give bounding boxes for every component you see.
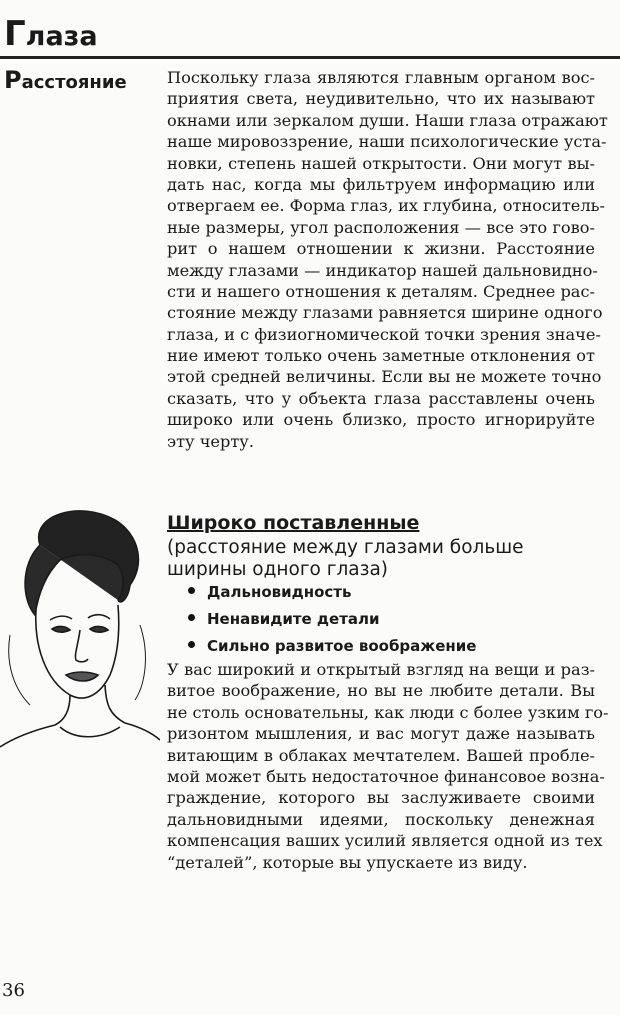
- trait-item: Сильно развитое воображение: [188, 637, 476, 664]
- trait-item: Дальновидность: [188, 583, 476, 610]
- section-heading: [4, 66, 127, 94]
- text-line: широко или очень близко, просто игнорируйте: [167, 410, 595, 430]
- text-line: приятия света, неудивительно, что их называют: [167, 89, 595, 109]
- title-rule: [0, 56, 620, 59]
- text-line: между глазами — индикатор нашей дальновидно-: [167, 260, 598, 280]
- text-line: наше мировоззрение, наши психологические уста-: [167, 132, 607, 152]
- text-line: ризонтом мышления, и вас могут даже называть: [167, 724, 595, 744]
- text-line: стояние между глазами равняется ширине одного: [167, 303, 603, 323]
- page-title: [4, 14, 98, 54]
- subsection-subtitle: [167, 537, 524, 581]
- intro-paragraph: [167, 67, 608, 452]
- text-line: дальновидными идеями, поскольку денежная: [167, 809, 595, 829]
- subsection-heading: Широко поставленные: [167, 512, 420, 534]
- subsection-paragraph: [167, 659, 609, 873]
- page-title-rest: лаза: [25, 21, 98, 52]
- page-title-initial: Г: [4, 14, 26, 54]
- text-line: глаза, и с физиогномической точки зрения значе-: [167, 324, 601, 344]
- text-line: витающим в облаках мечтателем. Вашей пробле-: [167, 745, 595, 765]
- text-line: этой средней величины. Если вы не можете точно: [167, 367, 602, 387]
- text-line: сти и нашего отношения к деталям. Среднее рас-: [167, 281, 595, 301]
- trait-list: [188, 583, 476, 664]
- text-line: дать нас, когда мы фильтруем информацию или: [167, 174, 595, 194]
- text-line: рит о нашем отношении к жизни. Расстояние: [167, 239, 595, 259]
- subtitle-line: (расстояние между глазами больше: [167, 537, 524, 558]
- text-line: не столь основательны, как люди с более узким го-: [167, 702, 609, 722]
- trait-item: Ненавидите детали: [188, 610, 476, 637]
- text-line: мой может быть недостаточное финансовое возна-: [167, 766, 605, 786]
- text-line: У вас широкий и открытый взгляд на вещи и раз-: [167, 660, 595, 679]
- text-line: витое воображение, но вы не любите детали. Вы: [167, 681, 595, 701]
- text-line: отвергаем ее. Форма глаз, их глубина, относитель-: [167, 196, 605, 216]
- text-line: ные размеры, угол расположения — все это гово-: [167, 217, 595, 237]
- text-line: Поскольку глаза являются главным органом вос-: [167, 68, 595, 87]
- subtitle-line: ширины одного глаза): [167, 559, 389, 580]
- section-heading-rest: асстояние: [21, 72, 127, 93]
- text-line: компенсация ваших усилий является одной из тех: [167, 831, 603, 851]
- portrait-illustration: [0, 505, 160, 750]
- text-line: окнами или зеркалом души. Наши глаза отражают: [167, 110, 608, 130]
- section-heading-initial: Р: [4, 66, 22, 94]
- page-number: 36: [2, 980, 25, 1001]
- text-line: новки, степень нашей открытости. Они могут вы-: [167, 153, 595, 173]
- text-line: эту черту.: [167, 431, 254, 451]
- text-line: ние имеют только очень заметные отклонения от: [167, 346, 595, 366]
- text-line: “деталей”, которые вы упускаете из виду.: [167, 852, 528, 872]
- text-line: граждение, которого вы заслуживаете своими: [167, 788, 595, 808]
- text-line: сказать, что у объекта глаза расставлены очень: [167, 388, 595, 408]
